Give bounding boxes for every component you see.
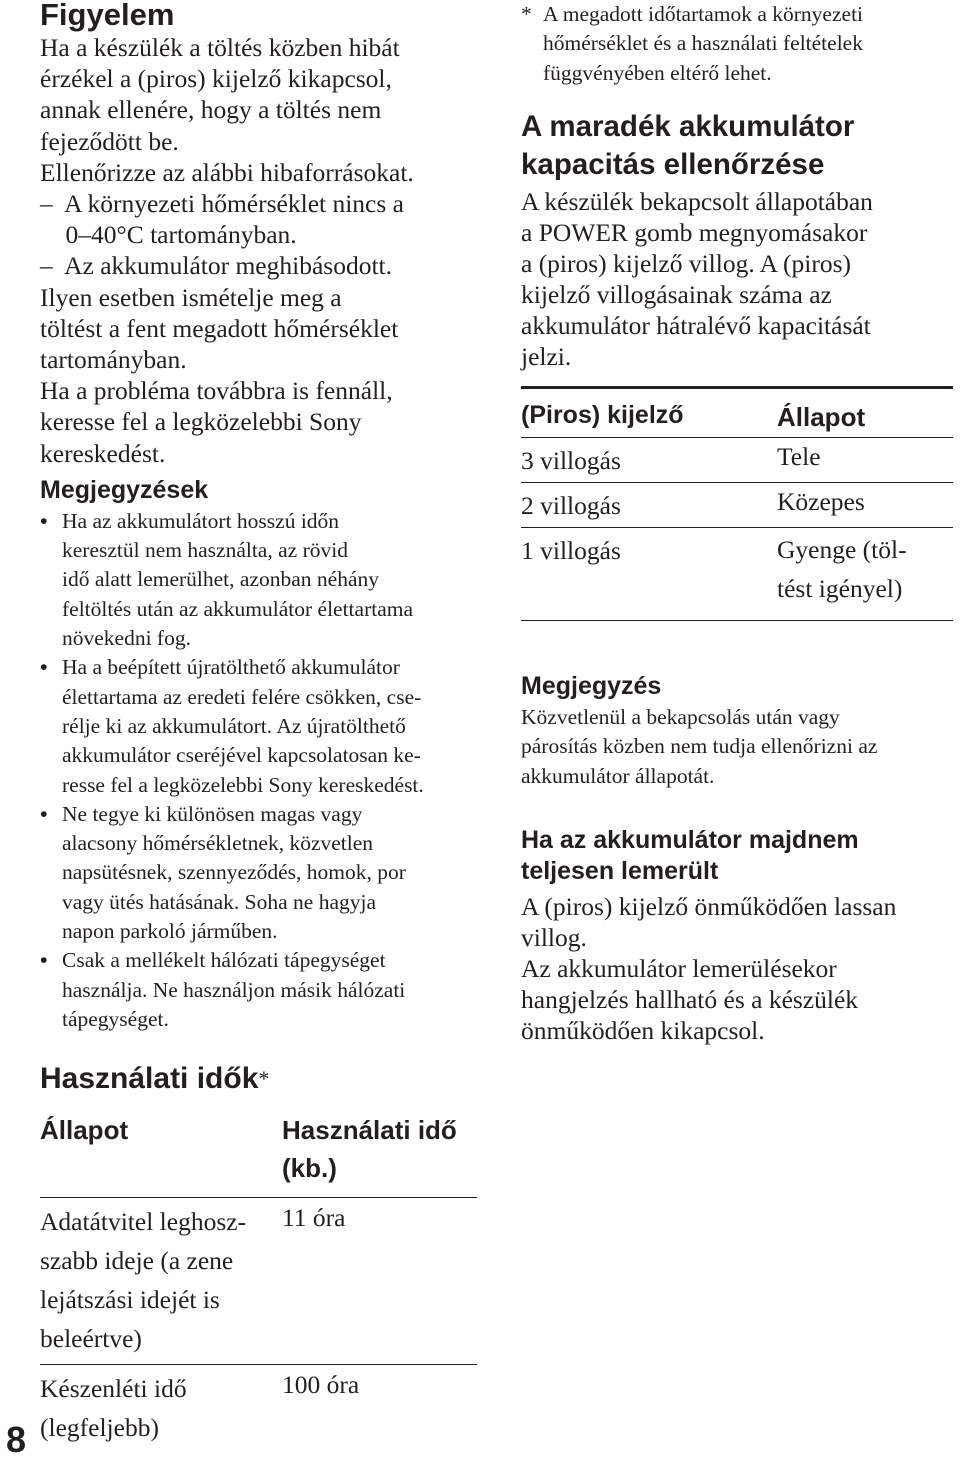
remaining-col-blink-header: (Piros) kijelző — [521, 400, 684, 429]
usage-state-line: Adatátvitel leghosz- — [40, 1207, 247, 1236]
warning-line: Ha a készülék a töltés közben hibát — [40, 33, 400, 62]
usage-col-time-header — [282, 1111, 477, 1198]
warning-text — [40, 32, 485, 469]
low-battery-text — [521, 891, 953, 1046]
usage-header-row — [40, 1111, 477, 1198]
remaining-col-state-header: Állapot — [777, 401, 866, 432]
note2-line: akkumulátor állapotát. — [521, 763, 715, 788]
notes-item — [40, 653, 485, 799]
usage-state-cell — [40, 1198, 282, 1365]
left-column — [40, 0, 485, 1034]
notes-title: Megjegyzések — [40, 475, 209, 504]
warning-line: tartományban. — [40, 345, 187, 375]
warning-line: – A környezeti hőmérséklet nincs a — [40, 189, 404, 219]
note-line: rélje ki az akkumulátort. Az újratölthető — [62, 713, 406, 738]
remaining-line: A készülék bekapcsolt állapotában — [521, 186, 873, 216]
notes-item — [40, 946, 485, 1034]
remaining-title-line: kapacitás ellenőrzése — [521, 147, 825, 181]
note-line: Csak a mellékelt hálózati tápegységet — [62, 948, 386, 973]
low-battery-line: önműködően kikapcsol. — [521, 1016, 765, 1046]
low-battery-line: A (piros) kijelző önműködően lassan — [521, 892, 897, 922]
usage-state-line: lejátszási idejét is — [40, 1285, 220, 1314]
remaining-table — [521, 386, 953, 621]
warning-line: 0–40°C tartományban. — [40, 220, 297, 250]
usage-col-time-header-line: Használati idő — [282, 1115, 457, 1145]
table-row — [40, 1198, 477, 1365]
remaining-state-line: Gyenge (töl- — [777, 534, 907, 564]
note-line: Ha a beépített újratölthető akkumulátor — [62, 655, 400, 680]
low-battery-title-line: teljesen lemerült — [521, 857, 719, 886]
warning-line: kereskedést. — [40, 438, 166, 468]
note2-line: Közvetlenül a bekapcsolás után vagy — [521, 704, 840, 729]
usage-time-cell: 100 óra — [282, 1370, 360, 1399]
remaining-state-line: Tele — [777, 441, 821, 471]
warning-title: Figyelem — [40, 0, 175, 32]
note2-text — [521, 703, 953, 792]
notes-item — [40, 507, 485, 653]
note-line: napon parkoló járműben. — [62, 919, 278, 943]
footnote-mark: * — [521, 2, 532, 26]
low-battery-line: Az akkumulátor lemerülésekor — [521, 954, 837, 984]
warning-line: Ilyen esetben ismételje meg a — [40, 282, 342, 312]
remaining-line: akkumulátor hátralévő kapacitását — [521, 310, 871, 340]
usage-title — [40, 1060, 477, 1098]
warning-line: – Az akkumulátor meghibásodott. — [40, 251, 392, 281]
usage-state-line: beleértve) — [40, 1324, 142, 1353]
table-row — [521, 437, 953, 482]
footnote-line: A megadott időtartamok a környezeti — [543, 2, 864, 26]
footnote-line: hőmérséklet és a használati feltételek — [543, 31, 863, 56]
note-line: Ne tegye ki különösen magas vagy — [62, 801, 363, 826]
bullet-icon: • — [40, 655, 48, 680]
low-battery-line: hangjelzés hallható és a készülék — [521, 985, 859, 1015]
remaining-title-line: A maradék akkumulátor — [521, 109, 855, 143]
notes-item — [40, 800, 485, 946]
note-line: Ha az akkumulátort hosszú időn — [62, 508, 340, 533]
note-line: idő alatt lemerülhet, azonban néhány — [62, 567, 379, 592]
note-line: használja. Ne használjon másik hálózati — [62, 977, 406, 1002]
usage-section — [40, 1060, 477, 1447]
bullet-icon: • — [40, 508, 48, 533]
table-row — [521, 527, 953, 620]
remaining-text — [521, 186, 953, 372]
remaining-state-cell — [777, 527, 953, 620]
note-line: resse fel a legközelebbi Sony kereskedést. — [62, 772, 424, 797]
remaining-state-cell — [777, 437, 953, 482]
note-line: alacsony hőmérsékletnek, közvetlen — [62, 831, 374, 856]
remaining-title — [521, 108, 953, 184]
warning-line: keresse fel a legközelebbi Sony — [40, 407, 362, 437]
low-battery-title-line: Ha az akkumulátor majdnem — [521, 826, 859, 855]
warning-line: annak ellenére, hogy a töltés nem — [40, 95, 382, 125]
bullet-icon: • — [40, 801, 48, 826]
note-line: élettartama az eredeti felére csökken, cse- — [62, 684, 422, 709]
bullet-icon: • — [40, 948, 48, 973]
table-row — [521, 482, 953, 527]
remaining-state-line: tést igényel) — [777, 573, 903, 603]
remaining-state-line: Közepes — [777, 486, 865, 516]
usage-col-time-header-line: (kb.) — [282, 1153, 337, 1183]
note-line: keresztül nem használta, az rövid — [62, 538, 348, 563]
note-line: feltöltés után az akkumulátor élettartama — [62, 596, 414, 621]
remaining-state-cell — [777, 482, 953, 527]
usage-time-cell: 11 óra — [282, 1203, 346, 1232]
page-number: 8 — [6, 1419, 27, 1460]
remaining-blink-cell: 2 villogás — [521, 490, 621, 520]
usage-state-cell — [40, 1365, 282, 1448]
warning-line: Ellenőrizze az alábbi hibaforrásokat. — [40, 157, 414, 187]
warning-line: Ha a probléma továbbra is fennáll, — [40, 376, 393, 406]
remaining-line: kijelző villogásainak száma az — [521, 279, 832, 309]
table-row — [40, 1365, 477, 1448]
right-column — [521, 0, 953, 1046]
usage-asterisk: * — [258, 1066, 270, 1091]
warning-line: érzékel a (piros) kijelző kikapcsol, — [40, 64, 392, 94]
footnote — [521, 0, 953, 88]
warning-line: töltést a fent megadott hőmérséklet — [40, 313, 399, 343]
note-line: tápegységet. — [62, 1006, 169, 1031]
note-line: vagy ütés hatásának. Soha ne hagyja — [62, 889, 377, 914]
usage-title-text: Használati idők — [40, 1062, 259, 1095]
usage-table — [40, 1111, 477, 1447]
note2-title: Megjegyzés — [521, 671, 662, 700]
remaining-line: a (piros) kijelző villog. A (piros) — [521, 248, 852, 278]
notes-list — [40, 507, 485, 1034]
note-line: akkumulátor cseréjével kapcsolatosan ke- — [62, 743, 421, 768]
note2-line: párosítás közben nem tudja ellenőrizni az — [521, 734, 878, 759]
low-battery-line: villog. — [521, 923, 587, 953]
usage-state-line: szabb ideje (a zene — [40, 1246, 234, 1275]
usage-state-line: Készenléti idő — [40, 1374, 187, 1403]
footnote-line: függvényében eltérő lehet. — [543, 60, 772, 85]
warning-line: fejeződött be. — [40, 126, 179, 156]
remaining-blink-cell: 3 villogás — [521, 445, 621, 475]
note-line: napsütésnek, szennyeződés, homok, por — [62, 860, 406, 885]
remaining-line: a POWER gomb megnyomásakor — [521, 217, 868, 247]
remaining-blink-cell: 1 villogás — [521, 535, 621, 565]
remaining-header-row — [521, 387, 953, 437]
remaining-line: jelzi. — [521, 341, 572, 371]
usage-state-line: (legfeljebb) — [40, 1413, 159, 1442]
low-battery-title — [521, 825, 953, 887]
note-line: növekedni fog. — [62, 626, 191, 651]
usage-col-state-header: Állapot — [40, 1115, 129, 1145]
